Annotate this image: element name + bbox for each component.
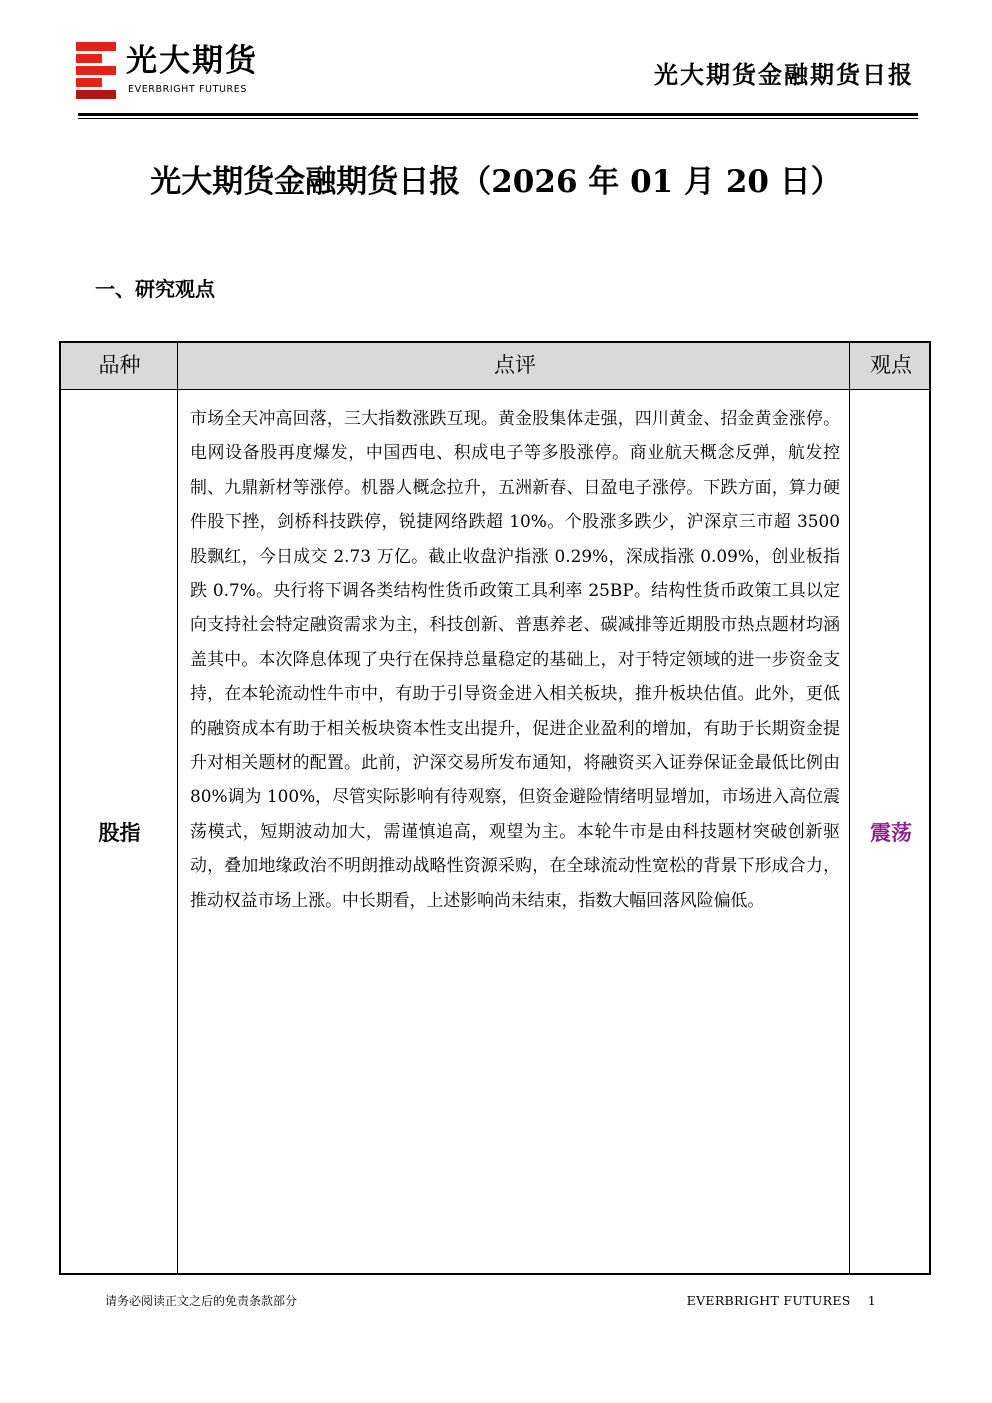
header-title: 光大期货金融期货日报 xyxy=(654,60,914,89)
footer-brand-page xyxy=(687,1292,876,1310)
logo-english-text: EVERBRIGHT FUTURES xyxy=(128,84,247,95)
page-number: 1 xyxy=(867,1293,876,1308)
header-view: 观点 xyxy=(870,353,912,377)
header-divider-thin xyxy=(78,118,918,119)
table-header-row xyxy=(61,343,929,390)
header-product: 品种 xyxy=(98,353,141,377)
footer-disclaimer: 请务必阅读正文之后的免责条款部分 xyxy=(105,1294,298,1308)
section-title: 一、研究观点 xyxy=(95,277,215,301)
header-comment: 点评 xyxy=(494,353,536,377)
column-divider xyxy=(849,343,850,1273)
table-row-comment: 市场全天冲高回落，三大指数涨跌互现。黄金股集体走强，四川黄金、招金黄金涨停。电网设备股再度爆发，中国西电、积成电子等多股涨停。商业航天概念反弹，航发控制、九鼎新材等涨停。机器人概念拉升，五洲新春、日盈电子涨停。下跌方面，算力硬件股下挫，剑桥科技跌停，锐捷网络跌超 10%。个股涨多跌少，沪深京三市超 3500 股飘红，今日成交 2.73 万亿。截止收盘沪指涨 0.29%，深成指涨 0.09%，创业板指跌 0.7%。央行将下调各类结构性货币政策工具利率 25BP。结构性货币政策工具以定向支持社会特定融资需求为主，科技创新、普惠养老、碳减排等近期股市热点题材均涵盖其中。本次降息体现了央行在保持总量稳定的基础上，对于特定领域的进一步资金支持，在本轮流动性牛市中，有助于引导资金进入相关板块，推升板块估值。此外，更低的融资成本有助于相关板块资本性支出提升，促进企业盈利的增加，有助于长期资金提升对相关题材的配置。此前，沪深交易所发布通知，将融资买入证券保证金最低比例由 80%调为 100%，尽管实际影响有待观察，但资金避险情绪明显增加，市场进入高位震荡模式，短期波动加大，需谨慎追高，观望为主。本轮牛市是由科技题材突破创新驱动，叠加地缘政治不明朗推动战略性资源采购，在全球流动性宽松的背景下形成合力，推动权益市场上涨。中长期看，上述影响尚未结束，指数大幅回落风险偏低。 xyxy=(190,408,840,910)
table-row-product: 股指 xyxy=(98,819,141,845)
table-row-view: 震荡 xyxy=(870,819,912,845)
footer-brand: EVERBRIGHT FUTURES xyxy=(686,1293,851,1308)
document-title: 光大期货金融期货日报（2026 年 01 月 20 日） xyxy=(150,164,842,200)
header-divider xyxy=(78,113,918,116)
logo-chinese-text: 光大期货 xyxy=(126,43,258,79)
company-logo xyxy=(76,40,296,102)
research-table xyxy=(59,341,931,1275)
everbright-logo-icon xyxy=(76,42,116,100)
